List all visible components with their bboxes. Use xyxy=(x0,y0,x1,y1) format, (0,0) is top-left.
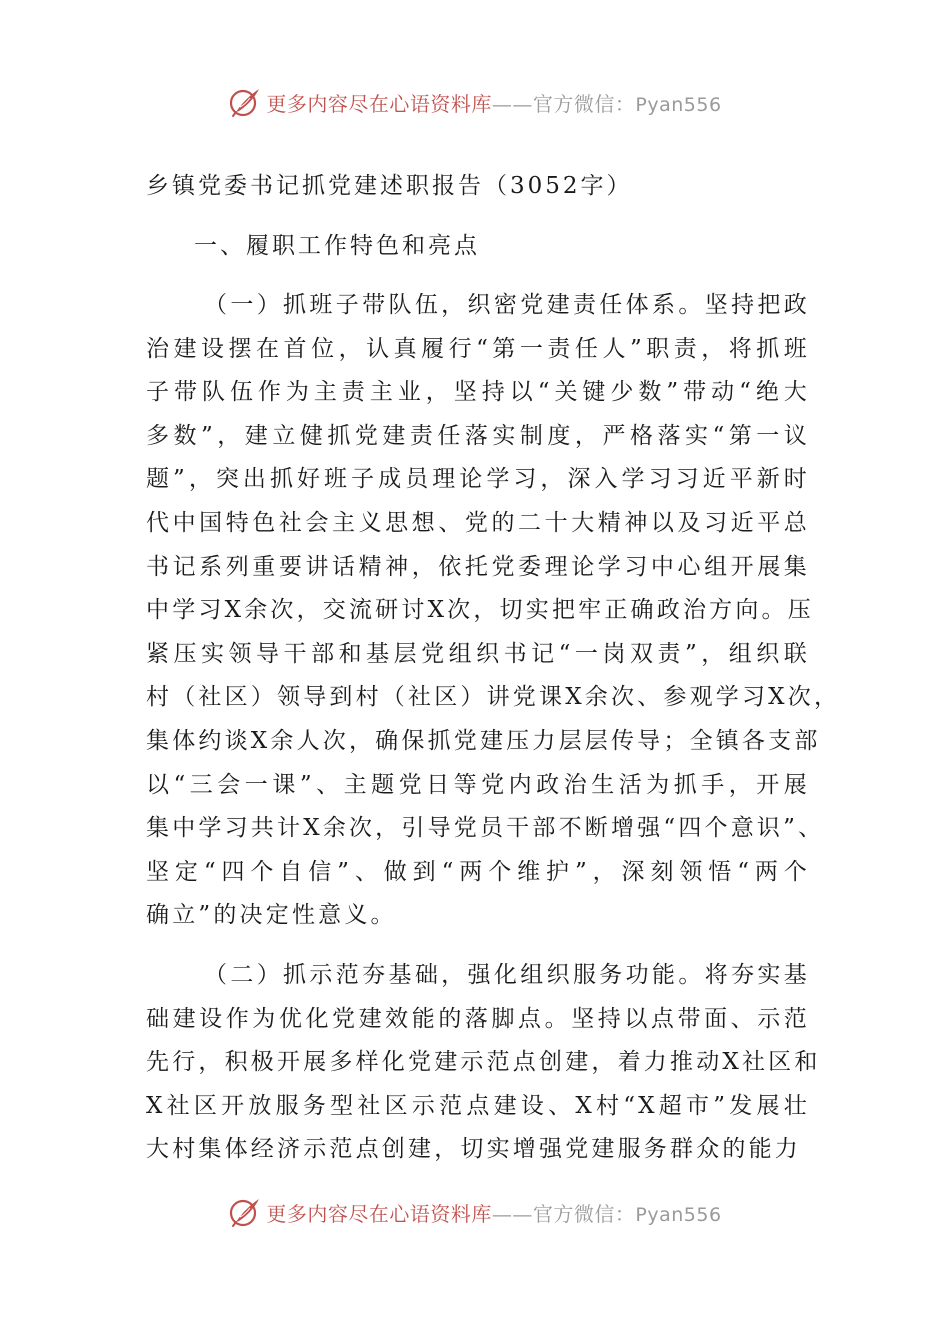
document-body xyxy=(146,164,841,1188)
watermark-brand: 更多内容尽在心语资料库 xyxy=(266,91,492,116)
paragraph-line: 集中学习共计X余次，引导党员干部不断增强“四个意识”、 xyxy=(146,815,825,842)
paragraph-2 xyxy=(146,954,821,1172)
paragraph-line: 础建设作为优化党建效能的落脚点。坚持以点带面、示范 xyxy=(146,1005,810,1032)
watermark-label: 官方微信： xyxy=(532,91,636,116)
paragraph-line: 代中国特色社会主义思想、党的二十大精神以及习近平总 xyxy=(146,509,810,536)
paragraph-line: （一）抓班子带队伍，织密党建责任体系。坚持把政 xyxy=(204,292,810,318)
paragraph-line: 题”，突出抓好班子成员理论学习，深入学习习近平新时 xyxy=(146,466,810,493)
document-title: 乡镇党委书记抓党建述职报告（3052字） xyxy=(146,173,633,199)
paragraph-line: 大村集体经济示范点创建，切实增强党建服务群众的能力 xyxy=(146,1136,801,1163)
watermark-account: Pyan556 xyxy=(635,93,722,116)
watermark-label: 官方微信： xyxy=(532,1201,636,1226)
paragraph-line: 村（社区）领导到村（社区）讲党课X余次、参观学习X次， xyxy=(146,684,841,711)
quill-logo-icon xyxy=(228,85,262,119)
watermark-text xyxy=(266,1198,721,1227)
paragraph-line: 确立”的决定性意义。 xyxy=(146,902,397,929)
paragraph-line: 先行，积极开展多样化党建示范点创建，着力推动X社区和 xyxy=(146,1049,821,1076)
paragraph-line: 集体约谈X余人次，确保抓党建压力层层传导；全镇各支部 xyxy=(146,727,821,754)
watermark-account: Pyan556 xyxy=(635,1203,722,1226)
watermark-brand: 更多内容尽在心语资料库 xyxy=(266,1201,492,1226)
paragraph-line: 以“三会一课”、主题党日等党内政治生活为抓手，开展 xyxy=(146,771,810,798)
paragraph-line: 多数”，建立健抓党建责任落实制度，严格落实“第一议 xyxy=(146,422,810,449)
paragraph-line: （二）抓示范夯基础，强化组织服务功能。将夯实基 xyxy=(204,961,810,988)
paragraph-1 xyxy=(146,284,841,938)
paragraph-line: 坚定“四个自信”、做到“两个维护”，深刻领悟“两个 xyxy=(146,858,810,885)
paragraph-line: 中学习X余次，交流研讨X次，切实把牢正确政治方向。压 xyxy=(146,597,814,624)
paragraph-line: X社区开放服务型社区示范点建设、X村“X超市”发展壮 xyxy=(146,1092,810,1119)
watermark-dash: —— xyxy=(491,1201,533,1226)
footer-watermark xyxy=(0,1192,950,1232)
watermark-dash: —— xyxy=(491,91,533,116)
paragraph-line: 紧压实领导干部和基层党组织书记“一岗双责”，组织联 xyxy=(146,640,810,667)
quill-logo-icon xyxy=(228,1195,262,1229)
section-heading: 一、履职工作特色和亮点 xyxy=(194,233,480,259)
watermark-text xyxy=(266,88,721,117)
paragraph-line: 治建设摆在首位，认真履行“第一责任人”职责，将抓班 xyxy=(146,335,810,362)
header-watermark xyxy=(0,82,950,122)
paragraph-line: 书记系列重要讲话精神，依托党委理论学习中心组开展集 xyxy=(146,553,810,580)
paragraph-line: 子带队伍作为主责主业，坚持以“关键少数”带动“绝大 xyxy=(146,379,810,406)
